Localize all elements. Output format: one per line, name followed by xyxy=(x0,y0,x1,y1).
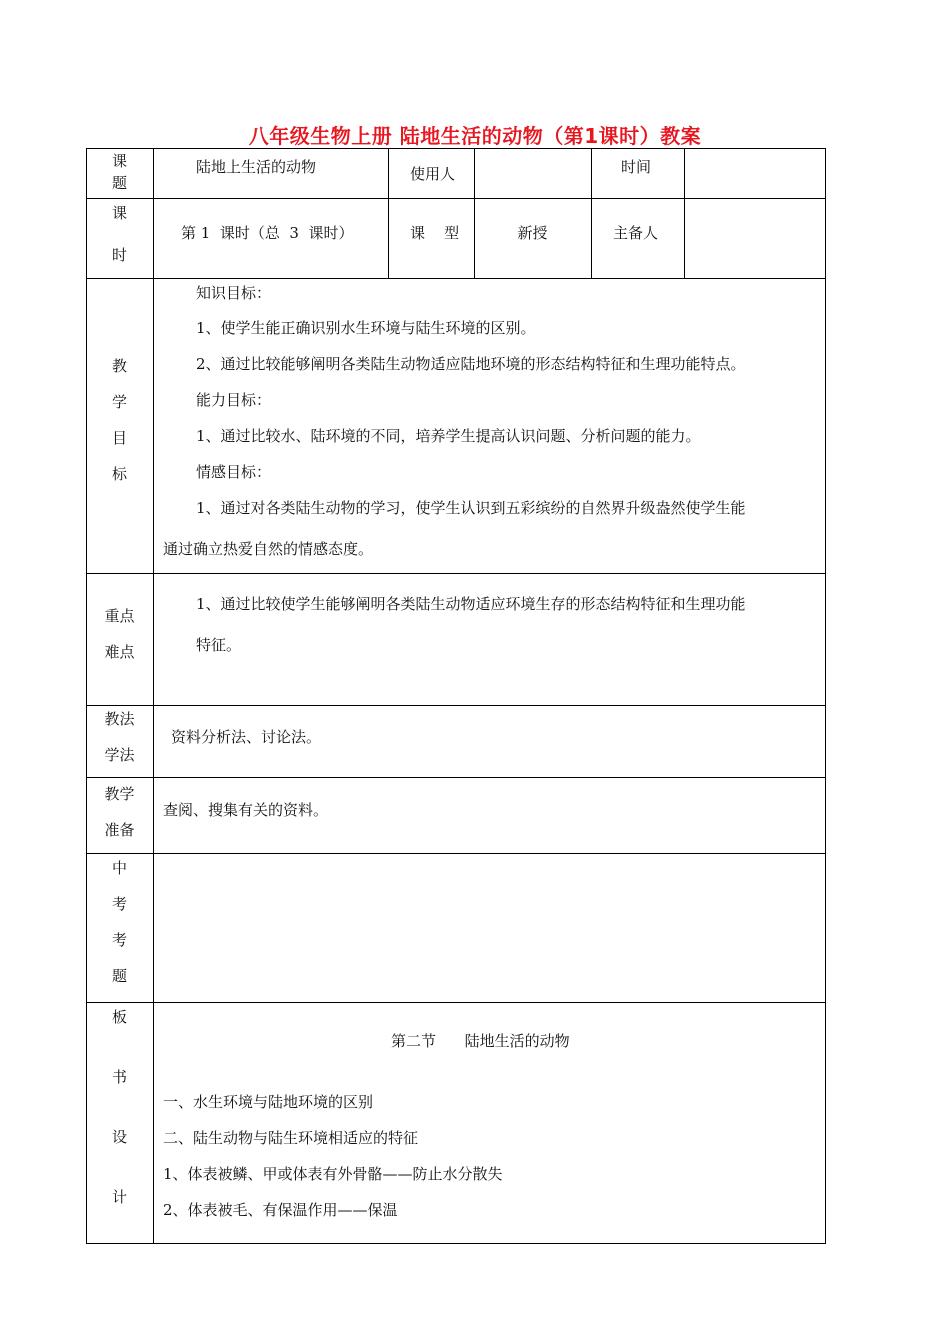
board-line-3: 1、体表被鳞、甲或体表有外骨骼——防止水分散失 xyxy=(163,1165,503,1183)
knowledge-item-2: 2、通过比较能够阐明各类陆生动物适应陆地环境的形态结构特征和生理功能特点。 xyxy=(196,355,746,373)
exam-label: 中 考 考 题 xyxy=(111,859,127,985)
ability-heading: 能力目标： xyxy=(196,391,272,409)
methods-label: 教法 学法 xyxy=(104,710,135,764)
type-value: 新授 xyxy=(517,224,548,242)
board-line-4: 2、体表被毛、有保温作用——保温 xyxy=(163,1201,398,1219)
ability-item-1: 1、通过比较水、陆环境的不同，培养学生提高认识问题、分析问题的能力。 xyxy=(196,427,701,445)
key-points-text-b: 特征。 xyxy=(196,636,242,654)
board-line-1: 一、水生环境与陆地环境的区别 xyxy=(163,1093,374,1111)
knowledge-item-1: 1、使学生能正确识别水生环境与陆生环境的区别。 xyxy=(196,319,536,337)
preparation-text: 查阅、搜集有关的资料。 xyxy=(163,801,329,819)
document-title: 八年级生物上册 陆地生活的动物（第1课时）教案 xyxy=(248,124,702,148)
type-label: 课 型 xyxy=(410,224,460,242)
period-value: 第 1 课时（总 3 课时） xyxy=(181,224,354,242)
preparation-label: 教学 准备 xyxy=(104,785,135,839)
topic-value: 陆地上生活的动物 xyxy=(196,158,317,176)
board-label: 板 书 设 计 xyxy=(111,1008,127,1206)
board-heading: 第二节 陆地生活的动物 xyxy=(391,1032,570,1050)
key-points-label: 重点 难点 xyxy=(104,607,135,661)
emotion-item-1a: 1、通过对各类陆生动物的学习，使学生认识到五彩缤纷的自然界升级盎然使学生能 xyxy=(196,499,746,517)
key-points-text-a: 1、通过比较使学生能够阐明各类陆生动物适应环境生存的形态结构特征和生理功能 xyxy=(196,595,746,613)
preparer-label: 主备人 xyxy=(613,224,659,242)
board-line-2: 二、陆生动物与陆生环境相适应的特征 xyxy=(163,1129,419,1147)
knowledge-heading: 知识目标： xyxy=(196,284,272,302)
user-label: 使用人 xyxy=(410,165,456,183)
emotion-heading: 情感目标： xyxy=(196,463,272,481)
emotion-item-1b: 通过确立热爱自然的情感态度。 xyxy=(163,540,374,558)
time-label: 时间 xyxy=(621,158,652,176)
period-label: 课 时 xyxy=(111,204,127,264)
methods-text: 资料分析法、讨论法。 xyxy=(171,728,322,746)
topic-label: 课 题 xyxy=(111,152,127,192)
objectives-label: 教 学 目 标 xyxy=(111,357,127,483)
